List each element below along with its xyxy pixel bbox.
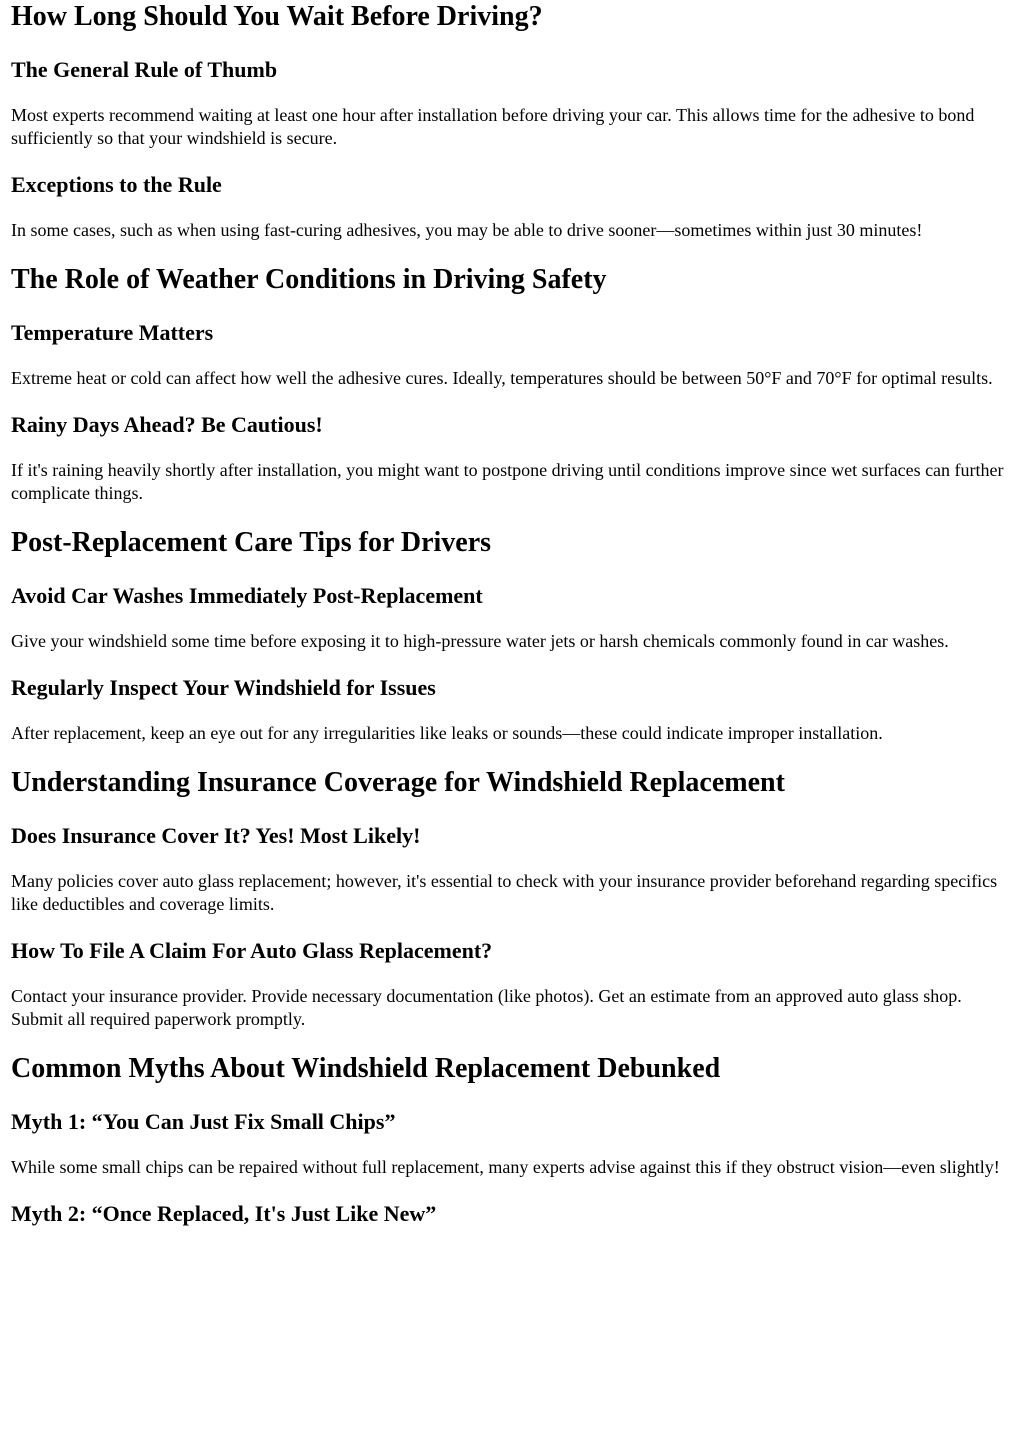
subheading-does-insurance-cover: Does Insurance Cover It? Yes! Most Likely! (11, 823, 421, 848)
paragraph-exceptions: In some cases, such as when using fast-curing adhesives, you may be able to drive sooner—sometimes within just 30 minutes! (11, 220, 923, 240)
section-heading-wait-before-driving: How Long Should You Wait Before Driving? (11, 1, 543, 32)
paragraph-avoid-car-washes: Give your windshield some time before exposing it to high-pressure water jets or harsh chemicals commonly found in car washes. (11, 631, 949, 651)
subheading-myth-1: Myth 1: “You Can Just Fix Small Chips” (11, 1109, 396, 1134)
paragraph-general-rule: Most experts recommend waiting at least one hour after installation before driving your car. This allows time for the adhesive to bond sufficiently so that your windshield is secure. (11, 105, 975, 148)
subheading-myth-2: Myth 2: “Once Replaced, It's Just Like New” (11, 1201, 437, 1226)
paragraph-inspect-windshield: After replacement, keep an eye out for any irregularities like leaks or sounds—these could indicate improper installation. (11, 723, 883, 743)
section-heading-common-myths: Common Myths About Windshield Replacement Debunked (11, 1053, 721, 1084)
section-heading-post-replacement-care: Post-Replacement Care Tips for Drivers (11, 527, 492, 558)
paragraph-myth-1: While some small chips can be repaired without full replacement, many experts advise against this if they obstruct vision—even slightly! (11, 1157, 1000, 1177)
paragraph-file-a-claim: Contact your insurance provider. Provide necessary documentation (like photos). Get an estimate from an approved auto glass shop. Submit all required paperwork promptly. (11, 986, 962, 1029)
section-heading-weather-conditions: The Role of Weather Conditions in Driving Safety (11, 264, 607, 295)
paragraph-does-insurance-cover: Many policies cover auto glass replacement; however, it's essential to check with your insurance provider beforehand regarding specifics like deductibles and coverage limits. (11, 871, 998, 914)
subheading-rainy-days: Rainy Days Ahead? Be Cautious! (11, 412, 323, 437)
paragraph-temperature: Extreme heat or cold can affect how well the adhesive cures. Ideally, temperatures should be between 50°F and 70°F for optimal results. (11, 368, 993, 388)
subheading-exceptions: Exceptions to the Rule (11, 172, 222, 197)
subheading-inspect-windshield: Regularly Inspect Your Windshield for Issues (11, 675, 436, 700)
subheading-avoid-car-washes: Avoid Car Washes Immediately Post-Replacement (11, 583, 483, 608)
section-heading-insurance-coverage: Understanding Insurance Coverage for Windshield Replacement (11, 767, 785, 798)
subheading-temperature: Temperature Matters (11, 320, 214, 345)
paragraph-rainy-days: If it's raining heavily shortly after installation, you might want to postpone driving until conditions improve since wet surfaces can further complicate things. (11, 460, 1004, 503)
subheading-file-a-claim: How To File A Claim For Auto Glass Replacement? (11, 938, 493, 963)
subheading-general-rule: The General Rule of Thumb (11, 57, 278, 82)
